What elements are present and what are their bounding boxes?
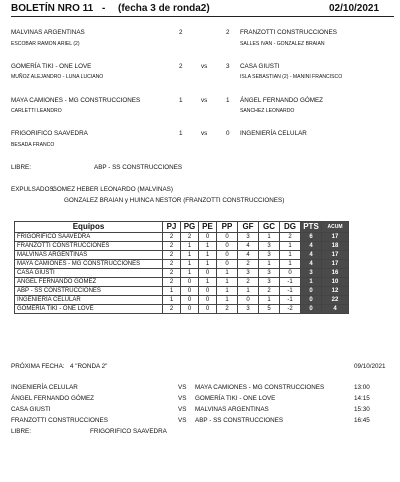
- match-away-goals: 2: [226, 29, 230, 36]
- next-round-name: 4 "RONDA 2": [70, 363, 108, 370]
- standings-cell-pj: 2: [163, 278, 181, 287]
- standings-cell-pg: 2: [181, 233, 199, 242]
- standings-cell-pts: 0: [301, 305, 322, 314]
- standings-cell-pj: 2: [163, 233, 181, 242]
- standings-cell-dg: 2: [280, 233, 301, 242]
- standings-cell-team: MALVINAS ARGENTINAS: [15, 251, 163, 260]
- standings-cell-pj: 2: [163, 242, 181, 251]
- match-away-scorers: ISLA SEBASTIAN (2) - MANINI FRANCISCO: [240, 74, 343, 80]
- fixture-vs: VS: [178, 384, 187, 391]
- standings-cell-gf: 2: [238, 260, 259, 269]
- standings-cell-gc: 1: [259, 233, 280, 242]
- match-home-scorers: MUÑOZ ALEJANDRO - LUNA LUCIANO: [11, 74, 104, 80]
- standings-cell-gf: 4: [238, 242, 259, 251]
- expulsados-label: EXPULSADOS:: [11, 186, 56, 193]
- standings-cell-pe: 0: [199, 296, 217, 305]
- standings-cell-pts: 0: [301, 296, 322, 305]
- standings-cell-gf: 0: [238, 296, 259, 305]
- fixture-home: INGENIERÍA CELULAR: [11, 384, 78, 391]
- fixture-home: FRANZOTTI CONSTRUCCIONES: [11, 417, 108, 424]
- standings-cell-acum: 4: [322, 305, 349, 314]
- standings-cell-acum: 17: [322, 233, 349, 242]
- standings-cell-pj: 1: [163, 287, 181, 296]
- standings-cell-pts: 4: [301, 242, 322, 251]
- next-libre-team: FRIGORIFICO SAAVEDRA: [90, 428, 167, 435]
- standings-cell-pj: 2: [163, 251, 181, 260]
- col-gc: GC: [259, 222, 280, 233]
- standings-cell-pp: 2: [217, 305, 238, 314]
- fixture-time: 15:30: [354, 406, 370, 413]
- standings-row: [15, 251, 349, 260]
- match-home-goals: 1: [179, 97, 183, 104]
- col-pg: PG: [181, 222, 199, 233]
- standings-cell-pg: 1: [181, 260, 199, 269]
- standings-cell-team: FRANZOTTI CONSTRUCCIONES: [15, 242, 163, 251]
- bulletin-subtitle: (fecha 3 de ronda2): [118, 3, 210, 14]
- match-away-team: INGENIERÍA CELULAR: [240, 130, 307, 137]
- libre-label: LIBRE:: [11, 164, 31, 171]
- standings-cell-pp: 0: [217, 242, 238, 251]
- standings-cell-pe: 0: [199, 287, 217, 296]
- standings-row: [15, 242, 349, 251]
- fixture-away: MAYA CAMIONES - MG CONSTRUCCIONES: [195, 384, 325, 391]
- standings-cell-pp: 1: [217, 269, 238, 278]
- next-libre-label: LIBRE:: [11, 428, 31, 435]
- fixture-away: GOMERÍA TIKI - ONE LOVE: [195, 395, 276, 402]
- standings-cell-pts: 4: [301, 260, 322, 269]
- standings-cell-pj: 1: [163, 296, 181, 305]
- fixture-home: CASA GIUSTI: [11, 406, 51, 413]
- standings-cell-acum: 18: [322, 242, 349, 251]
- standings-cell-gf: 2: [238, 278, 259, 287]
- match-home-scorers: ESCOBAR RAMON ARIEL (2): [11, 41, 80, 47]
- standings-cell-pg: 1: [181, 251, 199, 260]
- standings-cell-pp: 0: [217, 233, 238, 242]
- standings-row: [15, 305, 349, 314]
- standings-cell-pg: 1: [181, 242, 199, 251]
- col-gf: GF: [238, 222, 259, 233]
- fixture-vs: VS: [178, 417, 187, 424]
- standings-cell-pg: 0: [181, 278, 199, 287]
- standings-cell-acum: 12: [322, 287, 349, 296]
- standings-cell-pg: 0: [181, 305, 199, 314]
- standings-table: [14, 221, 349, 314]
- standings-cell-pe: 1: [199, 242, 217, 251]
- standings-cell-pg: 0: [181, 296, 199, 305]
- standings-cell-dg: -1: [280, 278, 301, 287]
- standings-cell-pp: 1: [217, 296, 238, 305]
- standings-cell-pe: 1: [199, 278, 217, 287]
- expulsados-line-1: GOMEZ HEBER LEONARDO (MALVINAS): [52, 186, 173, 193]
- standings-cell-gc: 1: [259, 296, 280, 305]
- match-away-goals: 3: [226, 63, 230, 70]
- col-pts: PTS: [301, 222, 322, 233]
- standings-cell-pe: 1: [199, 260, 217, 269]
- standings-cell-team: CASA GIUSTI: [15, 269, 163, 278]
- standings-row: [15, 278, 349, 287]
- standings-cell-acum: 17: [322, 251, 349, 260]
- fixture-away: ABP - SS CONSTRUCCIONES: [195, 417, 284, 424]
- col-acum: ACUM: [322, 222, 349, 233]
- col-pe: PE: [199, 222, 217, 233]
- fixture-home: ÁNGEL FERNANDO GÓMEZ: [11, 395, 95, 402]
- standings-cell-pts: 0: [301, 287, 322, 296]
- standings-row: [15, 296, 349, 305]
- match-away-team: CASA GIUSTI: [240, 63, 280, 70]
- standings-cell-team: GOMERÍA TIKI - ONE LOVE: [15, 305, 163, 314]
- standings-cell-pts: 1: [301, 278, 322, 287]
- standings-header-row: [15, 222, 349, 233]
- libre-team: ABP - SS CONSTRUCCIONES: [94, 164, 183, 171]
- standings-cell-gf: 3: [238, 269, 259, 278]
- match-away-goals: 1: [226, 97, 230, 104]
- match-home-team: MAYA CAMIONES - MG CONSTRUCCIONES: [11, 97, 141, 104]
- standings-cell-dg: 1: [280, 242, 301, 251]
- standings-row: [15, 260, 349, 269]
- standings-cell-acum: 16: [322, 269, 349, 278]
- standings-cell-pp: 1: [217, 278, 238, 287]
- col-equipos: Equipos: [15, 222, 163, 233]
- standings-cell-pp: 0: [217, 251, 238, 260]
- standings-cell-gc: 3: [259, 269, 280, 278]
- match-home-scorers: BESADA FRANCO: [11, 142, 55, 148]
- standings-cell-pe: 0: [199, 269, 217, 278]
- standings-cell-pe: 1: [199, 251, 217, 260]
- match-home-team: FRIGORIFICO SAAVEDRA: [11, 130, 88, 137]
- standings-cell-gc: 3: [259, 242, 280, 251]
- col-dg: DG: [280, 222, 301, 233]
- standings-cell-team: ABP - SS CONSTRUCCIONES: [15, 287, 163, 296]
- standings-cell-acum: 10: [322, 278, 349, 287]
- standings-cell-dg: -1: [280, 287, 301, 296]
- standings-cell-pts: 4: [301, 251, 322, 260]
- standings-cell-gf: 1: [238, 287, 259, 296]
- col-pp: PP: [217, 222, 238, 233]
- standings-cell-pg: 0: [181, 287, 199, 296]
- standings-cell-pe: 0: [199, 233, 217, 242]
- standings-cell-dg: 0: [280, 269, 301, 278]
- match-vs: vs: [201, 63, 208, 70]
- standings-cell-dg: 1: [280, 251, 301, 260]
- match-home-team: MALVINAS ARGENTINAS: [11, 29, 85, 36]
- standings-cell-gf: 3: [238, 305, 259, 314]
- match-away-goals: 0: [226, 130, 230, 137]
- standings-cell-pj: 2: [163, 269, 181, 278]
- standings-row: [15, 287, 349, 296]
- title-separator: -: [102, 3, 106, 14]
- next-round-label: PRÓXIMA FECHA:: [11, 363, 65, 370]
- standings-row: [15, 269, 349, 278]
- expulsados-line-2: GONZALEZ BRAIAN y HUINCA NESTOR (FRANZOTTI CONSTRUCCIONES): [64, 197, 285, 204]
- standings-row: [15, 233, 349, 242]
- match-away-team: FRANZOTTI CONSTRUCCIONES: [240, 29, 337, 36]
- match-home-goals: 2: [179, 29, 183, 36]
- standings-cell-pts: 6: [301, 233, 322, 242]
- match-away-team: ÁNGEL FERNANDO GÓMEZ: [240, 97, 324, 104]
- match-home-goals: 2: [179, 63, 183, 70]
- standings-cell-pts: 3: [301, 269, 322, 278]
- standings-cell-acum: 17: [322, 260, 349, 269]
- standings-cell-pg: 1: [181, 269, 199, 278]
- standings-cell-pp: 0: [217, 260, 238, 269]
- fixture-vs: VS: [178, 395, 187, 402]
- match-home-goals: 1: [179, 130, 183, 137]
- standings-cell-gf: 3: [238, 233, 259, 242]
- standings-cell-team: FRIGORIFICO SAAVEDRA: [15, 233, 163, 242]
- match-away-scorers: SALLES IVAN - GONZALEZ BRAIAN: [240, 41, 325, 47]
- fixture-time: 14:15: [354, 395, 370, 402]
- fixture-away: MALVINAS ARGENTINAS: [195, 406, 269, 413]
- match-home-team: GOMERÍA TIKI - ONE LOVE: [11, 63, 92, 70]
- match-vs: vs: [201, 130, 208, 137]
- standings-cell-pp: 1: [217, 287, 238, 296]
- match-home-scorers: CARLETTI LEANDRO: [11, 108, 62, 114]
- standings-cell-pj: 2: [163, 260, 181, 269]
- standings-cell-gf: 4: [238, 251, 259, 260]
- standings-cell-gc: 3: [259, 251, 280, 260]
- fixture-time: 16:45: [354, 417, 370, 424]
- standings-cell-gc: 1: [259, 260, 280, 269]
- standings-cell-dg: 1: [280, 260, 301, 269]
- match-vs: vs: [201, 97, 208, 104]
- standings-cell-dg: -1: [280, 296, 301, 305]
- col-pj: PJ: [163, 222, 181, 233]
- standings-cell-pj: 2: [163, 305, 181, 314]
- standings-cell-dg: -2: [280, 305, 301, 314]
- standings-cell-pe: 0: [199, 305, 217, 314]
- standings-cell-team: INGENIERÍA CELULAR: [15, 296, 163, 305]
- header-rule: [11, 16, 394, 17]
- fixture-vs: VS: [178, 406, 187, 413]
- next-round-date: 09/10/2021: [354, 363, 386, 370]
- standings-cell-gc: 2: [259, 287, 280, 296]
- standings-cell-gc: 3: [259, 278, 280, 287]
- standings-cell-gc: 5: [259, 305, 280, 314]
- bulletin-title: BOLETÍN NRO 11: [11, 3, 94, 14]
- standings-cell-team: ÁNGEL FERNANDO GÓMEZ: [15, 278, 163, 287]
- bulletin-date: 02/10/2021: [329, 3, 380, 14]
- standings-cell-acum: 22: [322, 296, 349, 305]
- standings-cell-team: MAYA CAMIONES - MG CONSTRUCCIONES: [15, 260, 163, 269]
- fixture-time: 13:00: [354, 384, 370, 391]
- match-away-scorers: SANCHEZ LEONARDO: [240, 108, 295, 114]
